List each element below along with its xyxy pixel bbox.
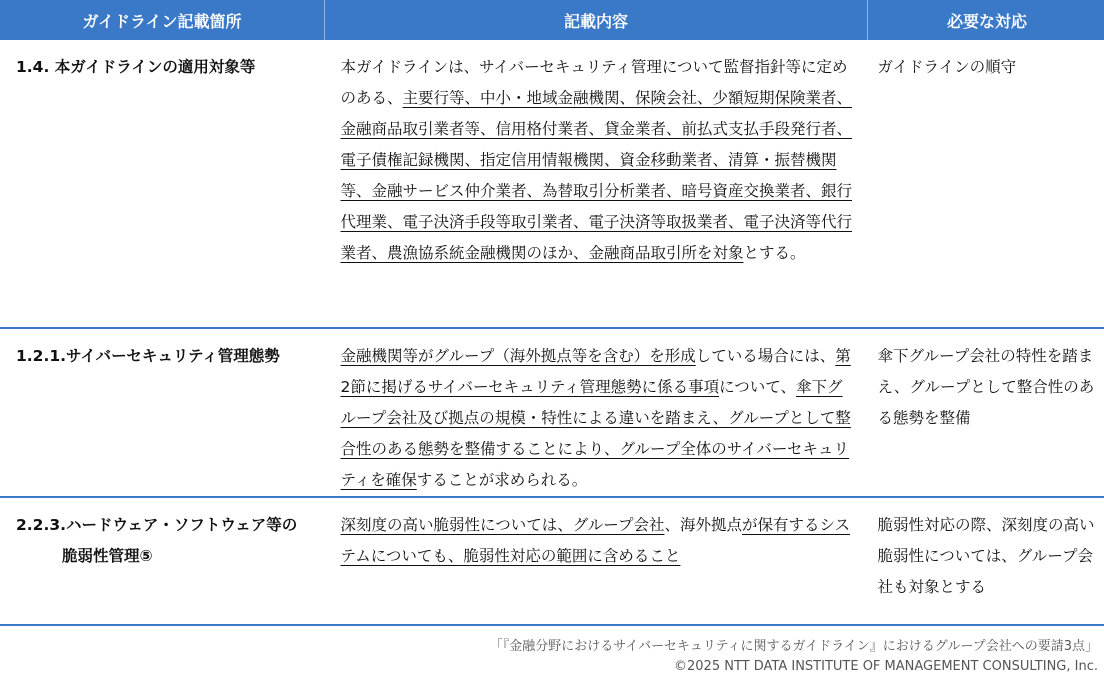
content-plain: 本ガイドラインは、サイバーセキュリティ管理について監督指針等に定めのある、 bbox=[340, 58, 848, 107]
location-cell bbox=[0, 497, 325, 625]
content-cell bbox=[325, 328, 868, 497]
location-cell bbox=[0, 40, 325, 328]
response-text: ガイドラインの順守 bbox=[877, 58, 1017, 76]
footer bbox=[490, 637, 1098, 677]
content-underlined: 主要行等、中小・地域金融機関、保険会社、少額短期保険業者、金融商品取引業者等、信用格付業者、貸金業者、前払式支払手段発行者、電子債権記録機関、指定信用情報機関、資金移動業者、清算・振替機関等、金融サービス仲介業者、為替取引分析業者、暗号資産交換業者、銀行代理業、電子決済手段等取引業者、電子決済等取扱業者、電子決済等代行業者、農漁協系統金融機関のほか、金融商品取引所を対象 bbox=[340, 89, 853, 262]
content-underlined: が保有するシステムについても、脆弱性対応の範囲に含めること bbox=[340, 516, 851, 565]
table-row bbox=[0, 40, 1104, 328]
section-label: 1.4. 本ガイドラインの適用対象等 bbox=[16, 58, 256, 76]
content-cell bbox=[325, 40, 868, 328]
content-plain: について、 bbox=[719, 378, 796, 396]
content-underlined: 傘下グループ会社及び拠点の規模・特性による違いを踏まえ、グループとして整合性のある態勢を整備することにより、グループ全体のサイバーセキュリティを確保 bbox=[340, 378, 851, 489]
content-text bbox=[325, 498, 868, 572]
section-label-line1: 2.2.3.ハードウェア・ソフトウェア等の bbox=[16, 516, 298, 534]
response-text: 傘下グループ会社の特性を踏まえ、グループとして整合性のある態勢を整備 bbox=[877, 347, 1095, 427]
content-underlined: 深刻度の高い脆弱性については、グループ会社 bbox=[340, 516, 665, 534]
response-cell bbox=[868, 40, 1104, 328]
response-text: 脆弱性対応の際、深刻度の高い脆弱性については、グループ会社も対象とする bbox=[877, 516, 1095, 596]
header-response: 必要な対応 bbox=[868, 0, 1104, 40]
content-text bbox=[325, 329, 868, 496]
table-header-row bbox=[0, 0, 1104, 40]
section-label-line2: 脆弱性管理⑤ bbox=[62, 547, 153, 565]
source-note: 「『金融分野におけるサイバーセキュリティに関するガイドライン』におけるグループ会社への要請3点」 bbox=[489, 639, 1098, 654]
copyright: ©2025 NTT DATA INSTITUTE OF MANAGEMENT CONSULTING, Inc. bbox=[674, 659, 1098, 674]
content-plain: している場合には、 bbox=[695, 347, 836, 365]
content-plain: とする。 bbox=[743, 244, 806, 262]
content-cell bbox=[325, 497, 868, 625]
header-content: 記載内容 bbox=[325, 0, 868, 40]
response-cell bbox=[868, 328, 1104, 497]
content-text bbox=[325, 40, 868, 269]
content-plain: 、海外拠点 bbox=[664, 516, 742, 534]
section-label bbox=[0, 498, 325, 572]
section-label: 1.2.1.サイバーセキュリティ管理態勢 bbox=[16, 347, 280, 365]
header-location: ガイドライン記載箇所 bbox=[0, 0, 325, 40]
content-underlined: 第2節に掲げるサイバーセキュリティ管理態勢に係る事項 bbox=[340, 347, 851, 396]
content-plain: することが求められる。 bbox=[416, 471, 588, 489]
content-underlined: 金融機関等がグループ（海外拠点等を含む）を形成 bbox=[340, 347, 696, 365]
table-row bbox=[0, 328, 1104, 497]
location-cell bbox=[0, 328, 325, 497]
table-row bbox=[0, 497, 1104, 625]
response-cell bbox=[868, 497, 1104, 625]
